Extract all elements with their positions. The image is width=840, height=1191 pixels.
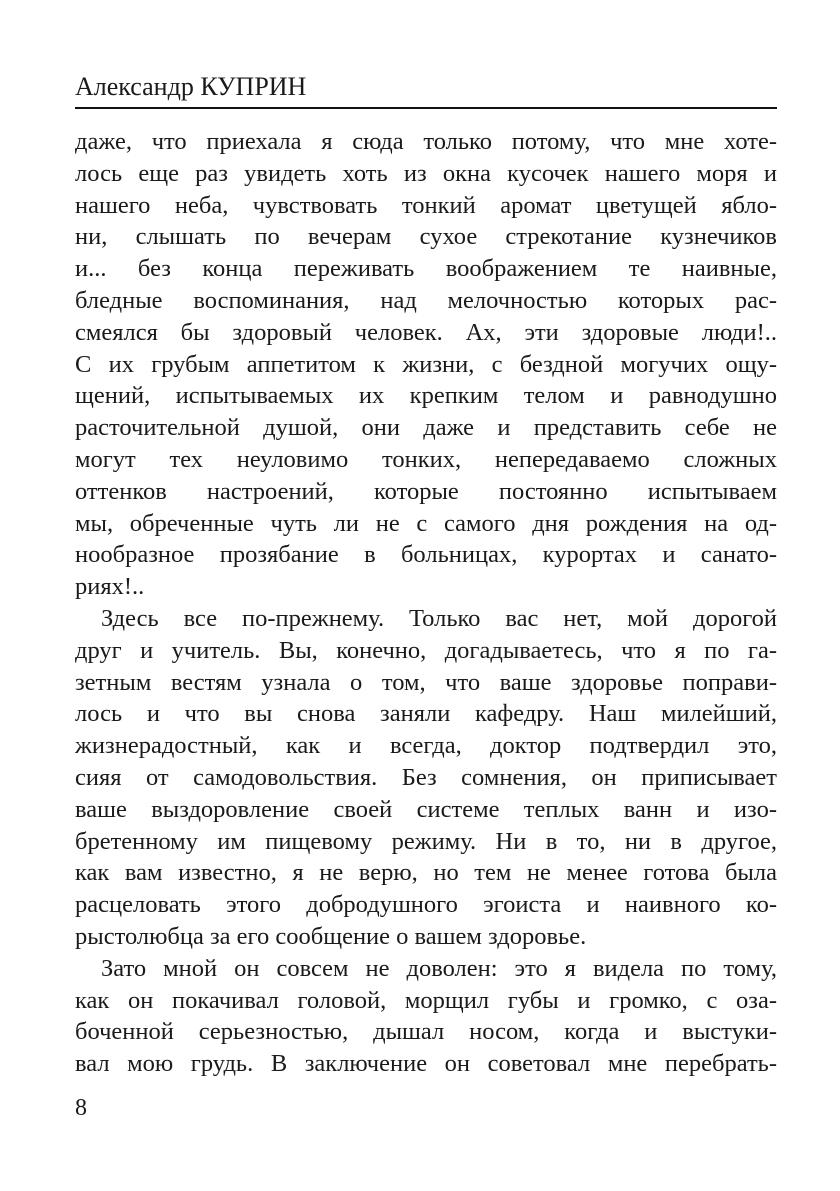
paragraph: [75, 953, 777, 1080]
text-line: щений, испытываемых их крепким телом и равнодушно: [75, 382, 777, 410]
text-line: Здесь все по-прежнему. Только вас нет, мой дорогой: [101, 604, 777, 632]
text-line: даже, что приехала я сюда только потому, что мне хоте-: [75, 128, 777, 155]
text-line: Зато мной он совсем не доволен: это я видела по тому,: [101, 954, 777, 982]
text-line: как он покачивал головой, морщил губы и громко, с оза-: [75, 986, 777, 1014]
running-header-author: Александр КУПРИН: [75, 72, 307, 101]
header-rule: [75, 107, 777, 109]
text-line: зетным вестям узнала о том, что ваше здоровье поправи-: [75, 668, 777, 696]
body-text: [75, 126, 777, 1080]
text-line: нообразное прозябание в больницах, курортах и санато-: [75, 541, 777, 569]
paragraph: [75, 126, 777, 603]
page-number: 8: [75, 1095, 87, 1121]
paragraph: [75, 603, 777, 953]
text-line: расцеловать этого добродушного эгоиста и наивного ко-: [75, 891, 777, 919]
text-line: рыстолюбца за его сообщение о вашем здоровье.: [75, 922, 587, 950]
text-line: мы, обреченные чуть ли не с самого дня рождения на од-: [75, 509, 777, 537]
text-line: ни, слышать по вечерам сухое стрекотание кузнечиков: [75, 223, 777, 251]
text-line: сияя от самодовольствия. Без сомнения, он приписывает: [75, 763, 777, 791]
text-line: могут тех неуловимо тонких, непередаваемо сложных: [75, 445, 777, 473]
text-line: смеялся бы здоровый человек. Ах, эти здоровые люди!..: [75, 318, 777, 346]
text-line: нашего неба, чувствовать тонкий аромат цветущей ябло-: [75, 191, 777, 219]
text-line: и... без конца переживать воображением те наивные,: [75, 255, 777, 283]
text-line: жизнерадостный, как и всегда, доктор подтвердил это,: [75, 732, 777, 760]
text-line: друг и учитель. Вы, конечно, догадываетесь, что я по га-: [75, 636, 777, 664]
text-line: вал мою грудь. В заключение он советовал мне перебрать-: [75, 1050, 777, 1078]
text-line: как вам известно, я не верю, но тем не менее готова была: [75, 859, 777, 887]
text-line: лось и что вы снова заняли кафедру. Наш милейший,: [75, 700, 777, 728]
text-line: ваше выздоровление своей системе теплых ванн и изо-: [75, 795, 777, 823]
text-line: С их грубым аппетитом к жизни, с бездной могучих ощу-: [75, 350, 777, 378]
text-line: бледные воспоминания, над мелочностью которых рас-: [75, 286, 777, 314]
text-line: лось еще раз увидеть хоть из окна кусочек нашего моря и: [75, 159, 777, 187]
text-line: бретенному им пищевому режиму. Ни в то, ни в другое,: [75, 827, 777, 855]
text-line: боченной серьезностью, дышал носом, когда и выстуки-: [75, 1018, 777, 1046]
text-line: оттенков настроений, которые постоянно испытываем: [75, 477, 777, 505]
text-line: риях!..: [75, 573, 145, 601]
text-line: расточительной душой, они даже и представить себе не: [75, 414, 777, 442]
